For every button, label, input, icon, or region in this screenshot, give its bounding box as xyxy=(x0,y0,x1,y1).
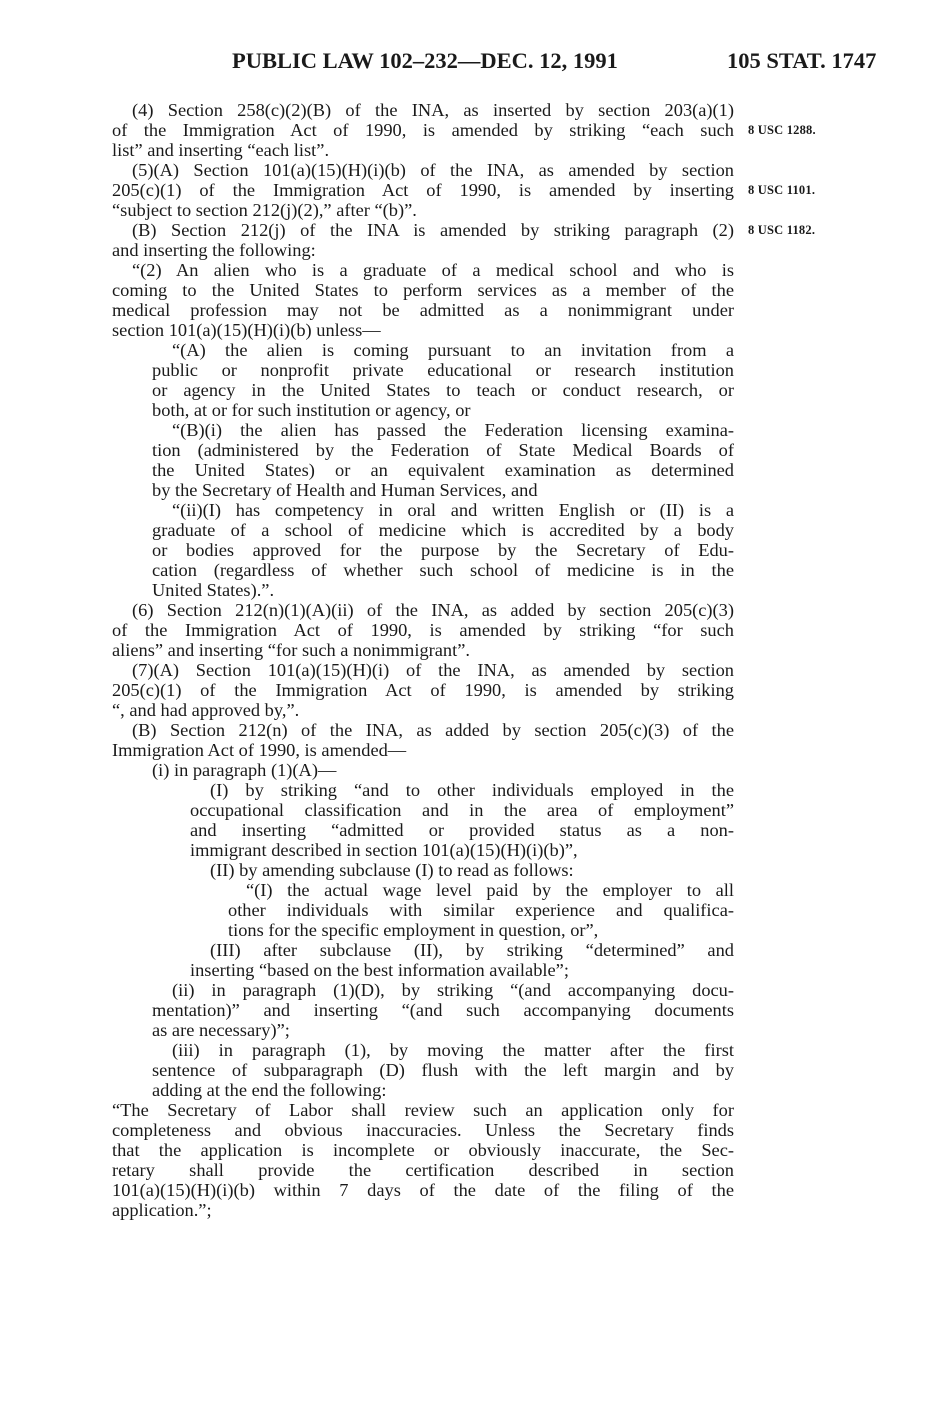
text-line: (B) Section 212(j) of the INA is amended by striking paragraph (2) xyxy=(132,220,734,240)
text-line: (ii) in paragraph (1)(D), by striking “(and accompanying docu- xyxy=(172,980,734,1000)
text-line: and inserting the following: xyxy=(112,240,316,260)
text-line: as are necessary)”; xyxy=(152,1020,290,1040)
text-line: “(ii)(I) has competency in oral and written English or (II) is a xyxy=(172,500,734,520)
text-line: application.”; xyxy=(112,1200,212,1220)
text-line: immigrant described in section 101(a)(15)(H)(i)(b)”, xyxy=(190,840,578,860)
text-line: “(I) the actual wage level paid by the employer to all xyxy=(246,880,734,900)
text-line: inserting “based on the best information available”; xyxy=(190,960,569,980)
text-line: 205(c)(1) of the Immigration Act of 1990, is amended by inserting xyxy=(112,180,734,200)
text-line: both, at or for such institution or agency, or xyxy=(152,400,471,420)
text-line: aliens” and inserting “for such a nonimmigrant”. xyxy=(112,640,470,660)
text-line: (6) Section 212(n)(1)(A)(ii) of the INA, as added by section 205(c)(3) xyxy=(132,600,734,620)
text-line: completeness and obvious inaccuracies. Unless the Secretary finds xyxy=(112,1120,734,1140)
text-line: Immigration Act of 1990, is amended— xyxy=(112,740,407,760)
text-line: cation (regardless of whether such school of medicine is in the xyxy=(152,560,734,580)
text-line: (B) Section 212(n) of the INA, as added by section 205(c)(3) of the xyxy=(132,720,734,740)
text-line: the United States) or an equivalent examination as determined xyxy=(152,460,734,480)
text-line: (II) by amending subclause (I) to read as follows: xyxy=(210,860,574,880)
margin-note-usc-1288: 8 USC 1288. xyxy=(748,123,816,137)
text-line: (i) in paragraph (1)(A)— xyxy=(152,760,337,780)
text-line: sentence of subparagraph (D) flush with the left margin and by xyxy=(152,1060,734,1080)
text-line: “The Secretary of Labor shall review such an application only for xyxy=(112,1100,734,1120)
text-line: 205(c)(1) of the Immigration Act of 1990, is amended by striking xyxy=(112,680,734,700)
text-line: by the Secretary of Health and Human Services, and xyxy=(152,480,538,500)
text-line: United States).”. xyxy=(152,580,275,600)
text-line: tion (administered by the Federation of State Medical Boards of xyxy=(152,440,734,460)
text-line: tions for the specific employment in question, or”, xyxy=(228,920,599,940)
text-line: “(A) the alien is coming pursuant to an invitation from a xyxy=(172,340,734,360)
text-line: graduate of a school of medicine which is accredited by a body xyxy=(152,520,734,540)
text-line: of the Immigration Act of 1990, is amended by striking “for such xyxy=(112,620,734,640)
text-line: public or nonprofit private educational or research institution xyxy=(152,360,734,380)
text-line: mentation)” and inserting “(and such accompanying documents xyxy=(152,1000,734,1020)
text-line: occupational classification and in the area of employment” xyxy=(190,800,734,820)
text-line: of the Immigration Act of 1990, is amended by striking “each such xyxy=(112,120,734,140)
text-line: (7)(A) Section 101(a)(15)(H)(i) of the INA, as amended by section xyxy=(132,660,734,680)
text-line: medical profession may not be admitted as a nonimmigrant under xyxy=(112,300,734,320)
text-line: (I) by striking “and to other individuals employed in the xyxy=(210,780,734,800)
text-line: that the application is incomplete or obviously inaccurate, the Sec- xyxy=(112,1140,734,1160)
text-line: “, and had approved by,”. xyxy=(112,700,300,720)
text-line: section 101(a)(15)(H)(i)(b) unless— xyxy=(112,320,381,340)
text-line: (5)(A) Section 101(a)(15)(H)(i)(b) of the INA, as amended by section xyxy=(132,160,734,180)
text-line: other individuals with similar experience and qualifica- xyxy=(228,900,734,920)
text-line: (iii) in paragraph (1), by moving the matter after the first xyxy=(172,1040,734,1060)
text-line: “(B)(i) the alien has passed the Federation licensing examina- xyxy=(172,420,734,440)
text-line: “subject to section 212(j)(2),” after “(b)”. xyxy=(112,200,417,220)
text-line: retary shall provide the certification described in section xyxy=(112,1160,734,1180)
text-line: adding at the end the following: xyxy=(152,1080,387,1100)
text-line: or bodies approved for the purpose by the Secretary of Edu- xyxy=(152,540,734,560)
page-header xyxy=(0,48,939,78)
text-line: (4) Section 258(c)(2)(B) of the INA, as inserted by section 203(a)(1) xyxy=(132,100,734,120)
margin-note-usc-1101: 8 USC 1101. xyxy=(748,183,816,197)
stat-page-number: 105 STAT. 1747 xyxy=(727,48,877,73)
margin-note-usc-1182: 8 USC 1182. xyxy=(748,223,816,237)
text-line: or agency in the United States to teach or conduct research, or xyxy=(152,380,734,400)
running-head: PUBLIC LAW 102–232—DEC. 12, 1991 xyxy=(232,48,618,73)
text-line: list” and inserting “each list”. xyxy=(112,140,330,160)
text-line: coming to the United States to perform services as a member of the xyxy=(112,280,734,300)
text-line: 101(a)(15)(H)(i)(b) within 7 days of the date of the filing of the xyxy=(112,1180,734,1200)
text-line: “(2) An alien who is a graduate of a medical school and who is xyxy=(132,260,734,280)
text-line: and inserting “admitted or provided status as a non- xyxy=(190,820,734,840)
text-line: (III) after subclause (II), by striking “determined” and xyxy=(210,940,734,960)
